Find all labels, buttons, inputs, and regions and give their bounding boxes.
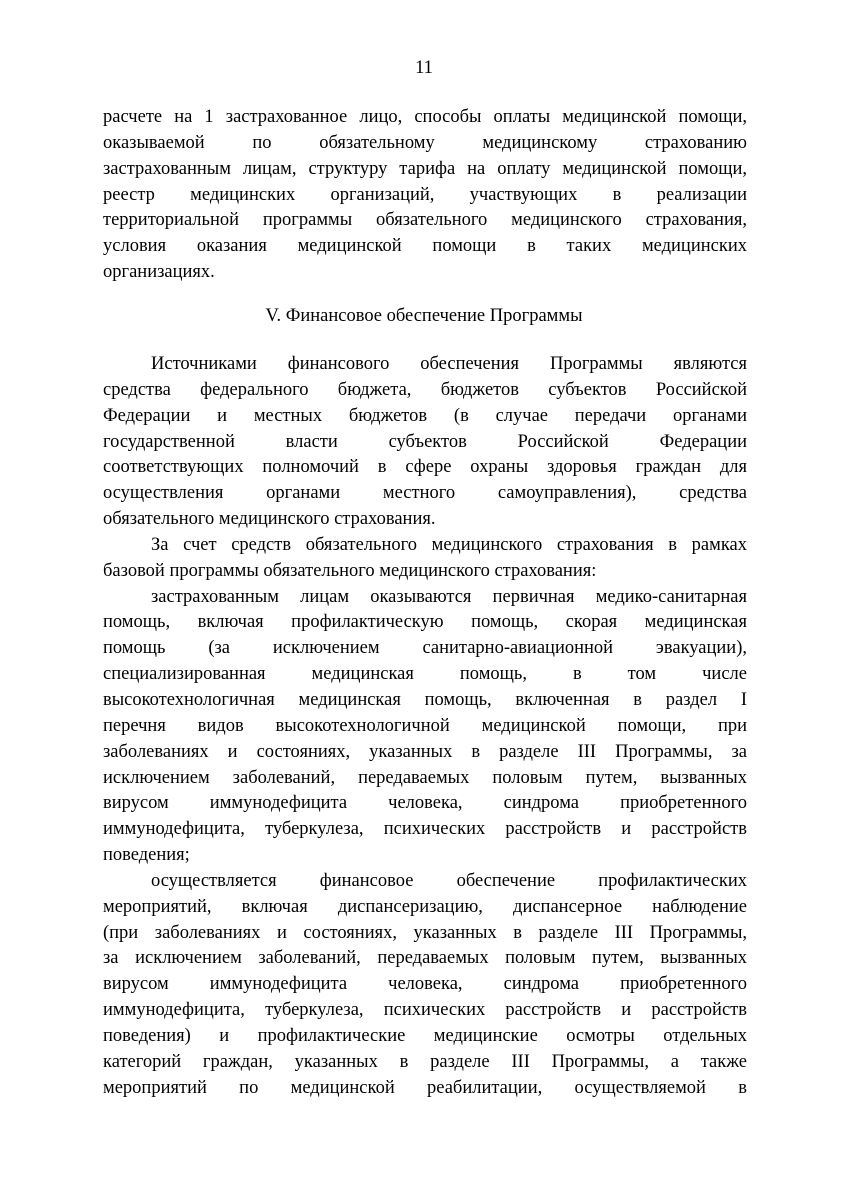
section-body — [103, 352, 747, 1101]
text-line: помощь (за исключением санитарно-авиационной эвакуации), — [103, 638, 747, 659]
text-line: расчете на 1 застрахованное лицо, способы оплаты медицинской помощи, — [103, 107, 747, 127]
text-line: застрахованным лицам, структуру тарифа на оплату медицинской помощи, — [103, 158, 747, 179]
text-line: осуществления органами местного самоуправления), средства — [103, 483, 747, 504]
text-line: за исключением заболеваний, передаваемых половым путем, вызванных — [103, 948, 747, 969]
section-heading: V. Финансовое обеспечение Программы — [265, 306, 583, 326]
text-line: специализированная медицинская помощь, в том числе — [103, 664, 747, 685]
text-line: За счет средств обязательного медицинского страхования в рамках — [151, 534, 747, 555]
text-line: Источниками финансового обеспечения Программы являются — [151, 354, 747, 374]
text-line: оказываемой по обязательному медицинскому страхованию — [103, 132, 747, 153]
text-line: вирусом иммунодефицита человека, синдрома приобретенного — [103, 793, 747, 814]
text-line: условия оказания медицинской помощи в таких медицинских — [103, 236, 747, 257]
text-line: (при заболеваниях и состояниях, указанных в разделе III Программы, — [103, 922, 747, 943]
text-line: вирусом иммунодефицита человека, синдрома приобретенного — [103, 974, 747, 995]
text-line: Федерации и местных бюджетов (в случае передачи органами — [103, 405, 747, 426]
text-line: территориальной программы обязательного медицинского страхования, — [103, 210, 747, 231]
text-line: организациях. — [103, 262, 215, 283]
text-line: осуществляется финансовое обеспечение профилактических — [151, 870, 747, 891]
text-line: высокотехнологичная медицинская помощь, включенная в раздел I — [103, 689, 747, 710]
text-line: базовой программы обязательного медицинского страхования: — [103, 560, 597, 581]
page-number: 11 — [415, 58, 433, 78]
text-line: иммунодефицита, туберкулеза, психических расстройств и расстройств — [103, 1000, 747, 1021]
text-line: категорий граждан, указанных в разделе III Программы, а также — [103, 1051, 747, 1072]
text-line: поведения; — [103, 845, 190, 866]
text-line: средства федерального бюджета, бюджетов субъектов Российской — [103, 379, 747, 400]
text-line: мероприятий, включая диспансеризацию, диспансерное наблюдение — [103, 896, 747, 917]
text-line: помощь, включая профилактическую помощь, скорая медицинская — [103, 612, 747, 633]
text-line: поведения) и профилактические медицинские осмотры отдельных — [103, 1025, 747, 1046]
text-line: государственной власти субъектов Российской Федерации — [103, 431, 747, 452]
text-line: заболеваниях и состояниях, указанных в разделе III Программы, за — [103, 741, 747, 762]
text-line: застрахованным лицам оказываются первичная медико-санитарная — [151, 586, 747, 607]
text-line: иммунодефицита, туберкулеза, психических расстройств и расстройств — [103, 819, 747, 840]
paragraph-continuation — [103, 105, 747, 286]
text-line: соответствующих полномочий в сфере охраны здоровья граждан для — [103, 457, 747, 478]
text-line: перечня видов высокотехнологичной медицинской помощи, при — [103, 715, 747, 736]
text-line: мероприятий по медицинской реабилитации, осуществляемой в — [103, 1077, 747, 1098]
text-line: обязательного медицинского страхования. — [103, 509, 436, 530]
text-line: исключением заболеваний, передаваемых половым путем, вызванных — [103, 767, 747, 788]
text-line: реестр медицинских организаций, участвующих в реализации — [103, 184, 747, 205]
